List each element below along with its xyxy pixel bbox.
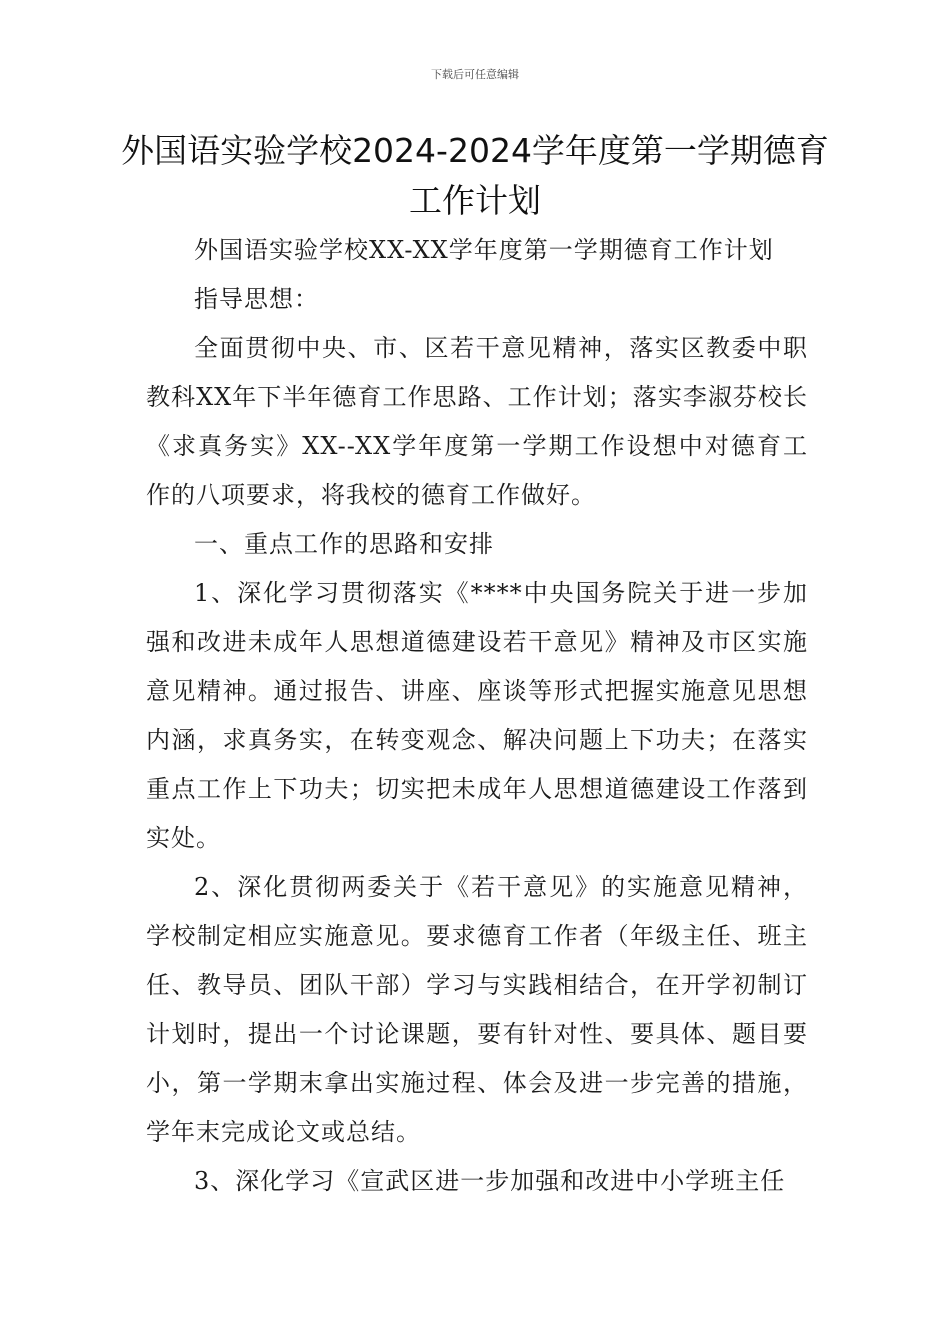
document-title: 外国语实验学校2024-2024学年度第一学期德育工作计划 (121, 131, 829, 220)
paragraph: 全面贯彻中央、市、区若干意见精神，落实区教委中职教科XX年下半年德育工作思路、工作计划；落实李淑芬校长《求真务实》XX--XX学年度第一学期工作设想中对德育工作的八项要求，将我校的德育工作做好。 (146, 334, 808, 509)
paragraph: 3、深化学习《宣武区进一步加强和改进中小学班主任 (194, 1167, 786, 1195)
paragraph-heading-section-1: 一、重点工作的思路和安排 (194, 530, 494, 558)
paragraph-heading-guiding: 指导思想： (194, 285, 319, 313)
document-body (146, 226, 808, 1206)
paragraph: 1、深化学习贯彻落实《****中央国务院关于进一步加强和改进未成年人思想道德建设若干意见》精神及市区实施意见精神。通过报告、讲座、座谈等形式把握实施意见思想内涵，求真务实，在转变观念、解决问题上下功夫；在落实重点工作上下功夫；切实把未成年人思想道德建设工作落到实处。 (146, 579, 808, 852)
paragraph: 2、深化贯彻两委关于《若干意见》的实施意见精神，学校制定相应实施意见。要求德育工作者（年级主任、班主任、教导员、团队干部）学习与实践相结合，在开学初制订计划时，提出一个讨论课题，要有针对性、要具体、题目要小，第一学期末拿出实施过程、体会及进一步完善的措施，学年末完成论文或总结。 (146, 873, 808, 1146)
header-note: 下载后可任意编辑 (431, 68, 519, 81)
paragraph-subtitle: 外国语实验学校XX-XX学年度第一学期德育工作计划 (194, 236, 774, 264)
